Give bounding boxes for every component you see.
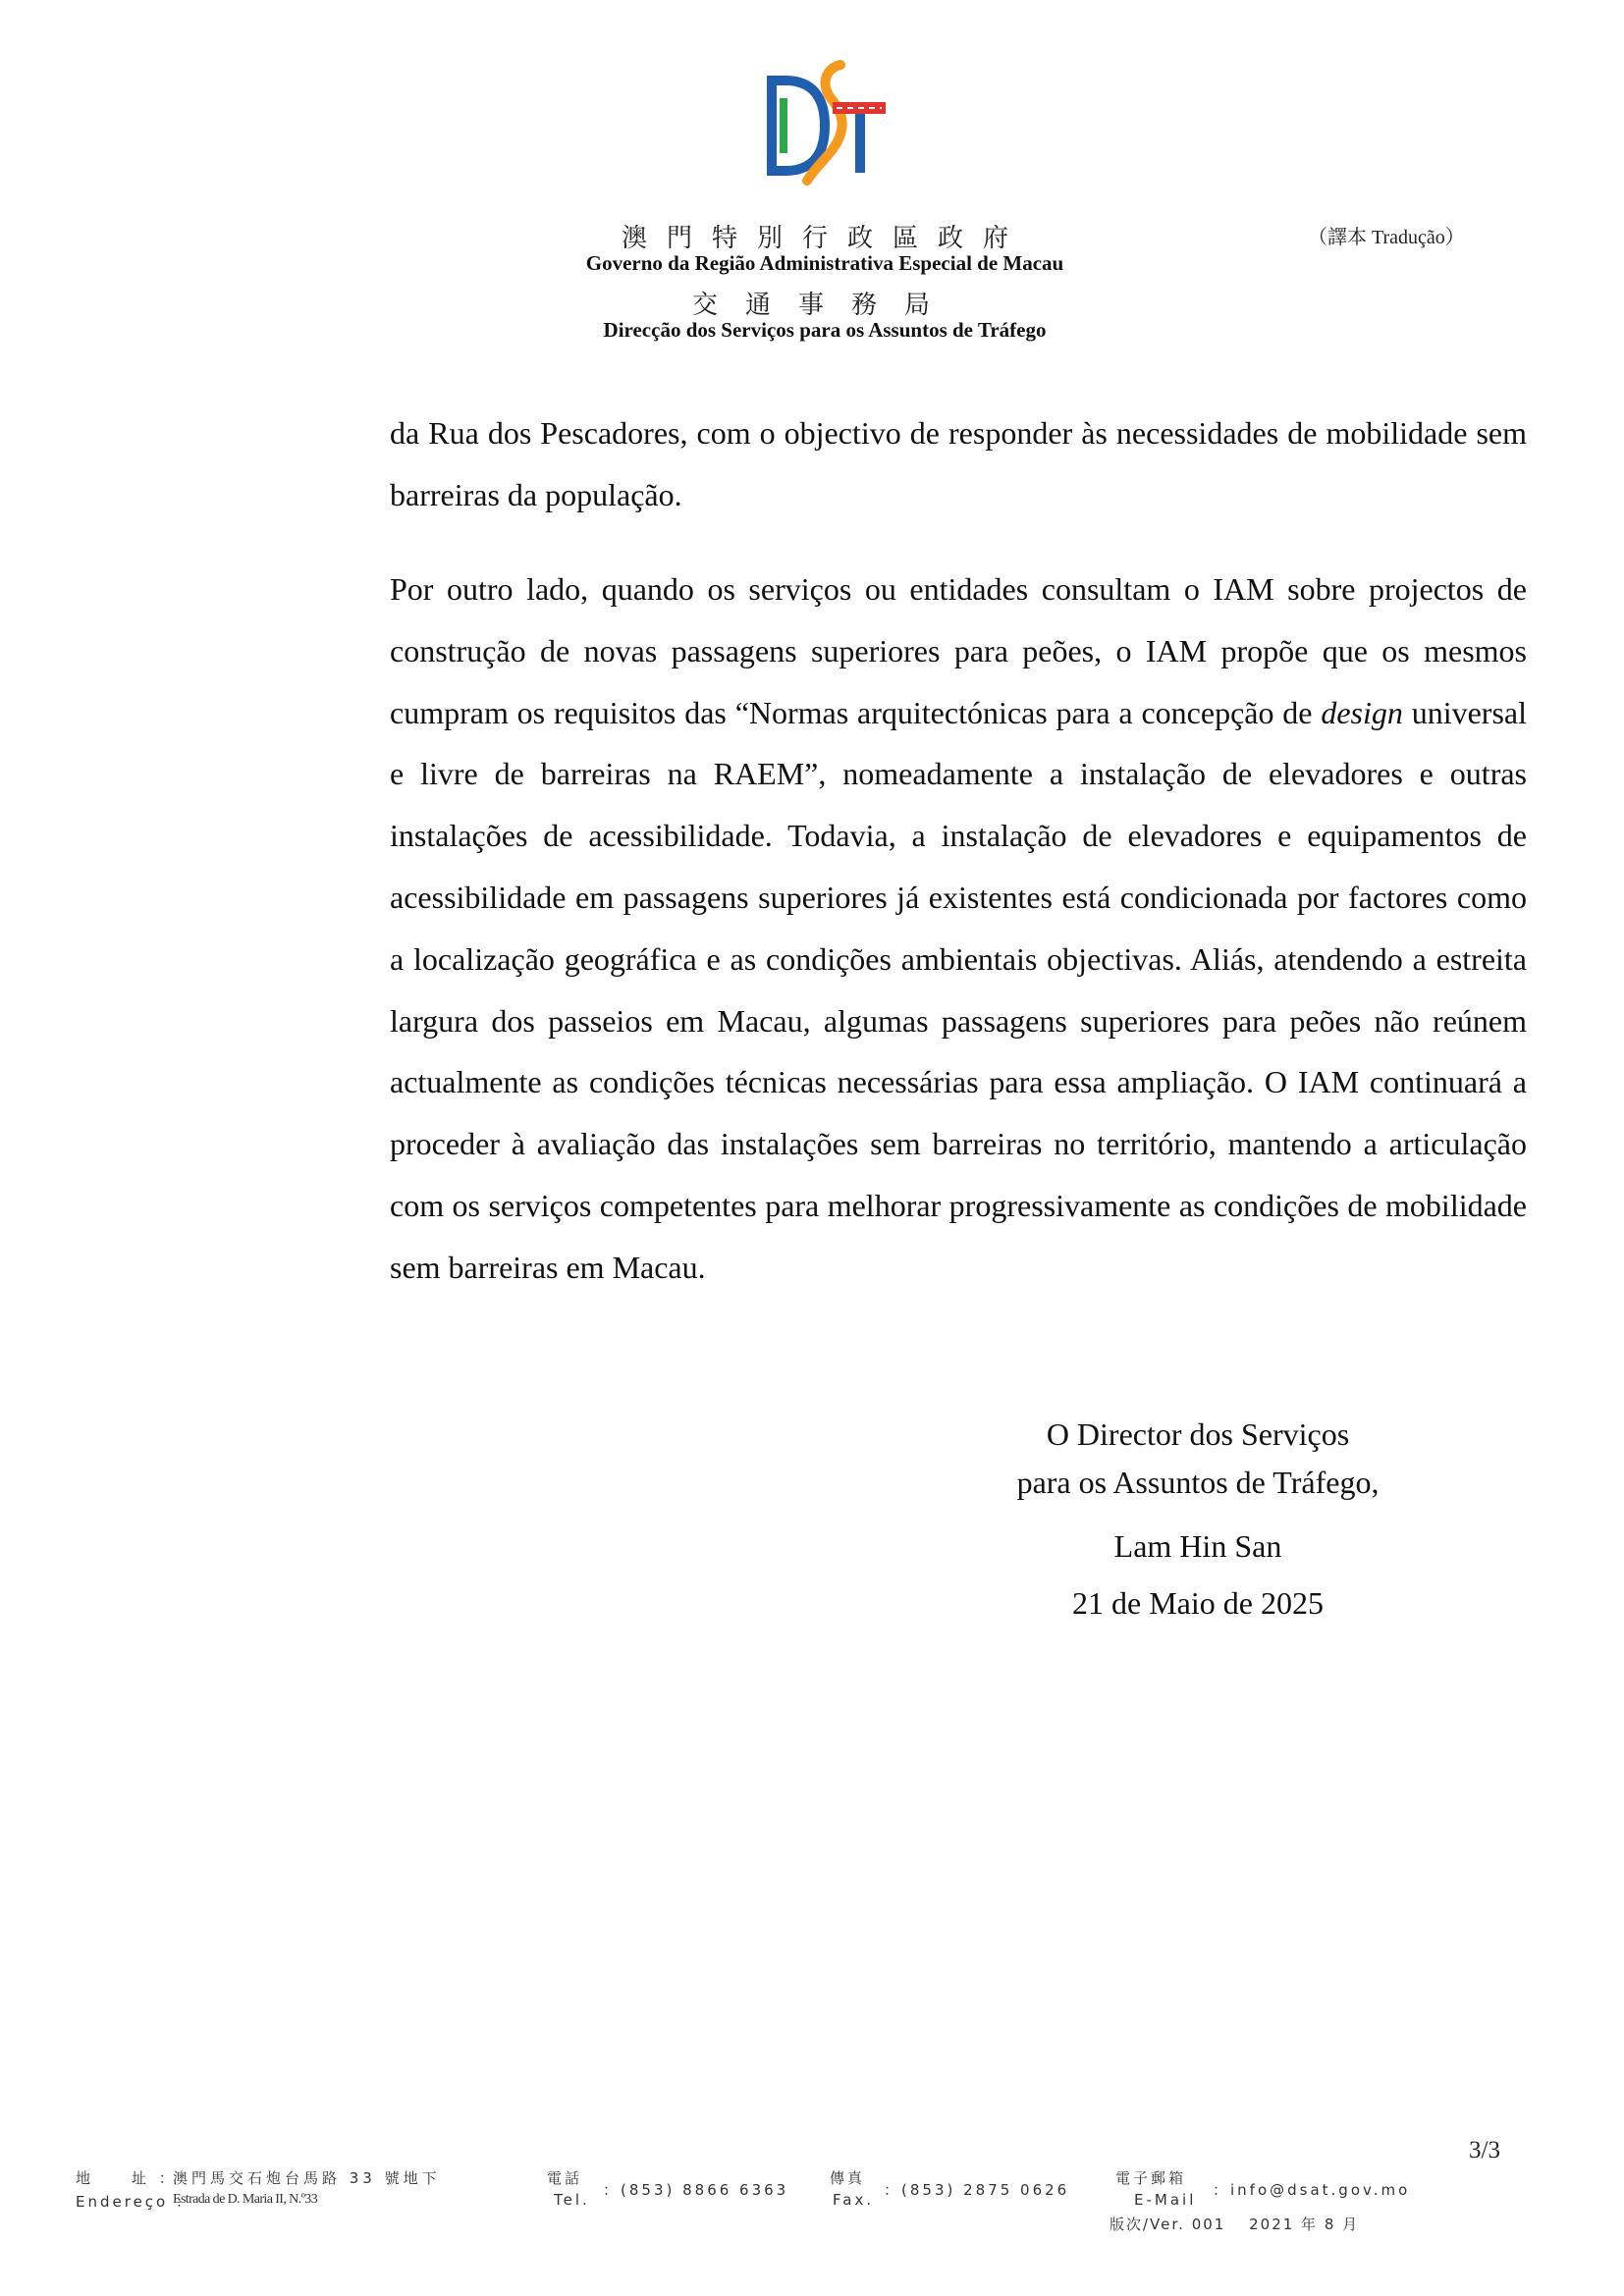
footer-fax-label-pt: Fax.	[833, 2191, 875, 2209]
footer-tel-label-cn: 電話	[547, 2169, 583, 2187]
footer-tel-label-pt: Tel.	[554, 2191, 590, 2209]
header-gov-cn: 澳門特別行政區政府	[621, 224, 1028, 252]
body-paragraph-1: da Rua dos Pescadores, com o objectivo de responder às necessidades de mobilidade sem barreiras da população.	[390, 415, 1527, 512]
signature-title-line2: para os Assuntos de Tráfego,	[1016, 1465, 1380, 1500]
dsat-logo	[764, 55, 890, 188]
header-dept-cn: 交通事務局	[691, 291, 957, 319]
footer-email-value: ：info@dsat.gov.mo	[1213, 2181, 1411, 2199]
signature-date: 21 de Maio de 2025	[1072, 1585, 1324, 1621]
signature-title-line1: O Director dos Serviços	[1046, 1416, 1350, 1452]
footer-version: 版次/Ver. 001 2021 年 8 月	[1110, 2216, 1360, 2233]
footer-fax-value: ：(853) 2875 0626	[884, 2181, 1070, 2199]
footer-fax-label-cn: 傳真	[830, 2169, 866, 2187]
body-paragraph-2-italic: design	[1321, 694, 1403, 730]
footer-address-cn: 澳門馬交石炮台馬路 33 號地下	[173, 2169, 441, 2187]
footer-tel-value: ：(853) 8866 6363	[603, 2181, 789, 2199]
body-paragraph-2-part-b: universal e livre de barreiras na RAEM”, nomeadamente a instalação de elevadores e outras instalações de acessibilidade. Todavia, a instalação de elevadores e equipamentos de acessibilidade em passagens superiores já existentes está condicionada por factores como a localização geográfica e as condições ambientais objectivas. Aliás, atendendo a estreita largura dos passeios em Macau, algumas passagens superiores para peões não reúnem actualmente as condições técnicas necessárias para essa ampliação. O IAM continuará a proceder à avaliação das instalações sem barreiras no território, mantendo a articulação com os serviços competentes para melhorar progressivamente as condições de mobilidade sem barreiras em Macau.	[390, 694, 1528, 1285]
footer-address-pt: Estrada de D. Maria II, N.º33	[173, 2192, 318, 2207]
footer-email-label-cn: 電子郵箱	[1115, 2169, 1187, 2187]
footer-address-label-pt: Endereço ：	[76, 2193, 193, 2211]
signature-name: Lam Hin San	[1113, 1528, 1282, 1564]
header-dept-pt: Direcção dos Serviços para os Assuntos de Tráfego	[603, 318, 1047, 342]
page-number: 3/3	[1469, 2137, 1500, 2163]
header-gov-pt: Governo da Região Administrativa Especial de Macau	[585, 251, 1064, 275]
body-paragraph-2-part-a: Por outro lado, quando os serviços ou entidades consultam o IAM sobre projectos de construção de novas passagens superiores para peões, o IAM propõe que os mesmos cumpram os requisitos das “Normas arquitectónicas para a concepção de	[390, 571, 1527, 730]
body-paragraph-2	[390, 559, 1527, 1299]
dsat-logo-graphic	[764, 55, 890, 188]
footer-email-label-pt: E-Mail	[1134, 2191, 1197, 2209]
translation-label: （譯本 Tradução）	[1308, 227, 1465, 248]
footer-address-label-cn: 地 址 ：	[76, 2169, 178, 2187]
